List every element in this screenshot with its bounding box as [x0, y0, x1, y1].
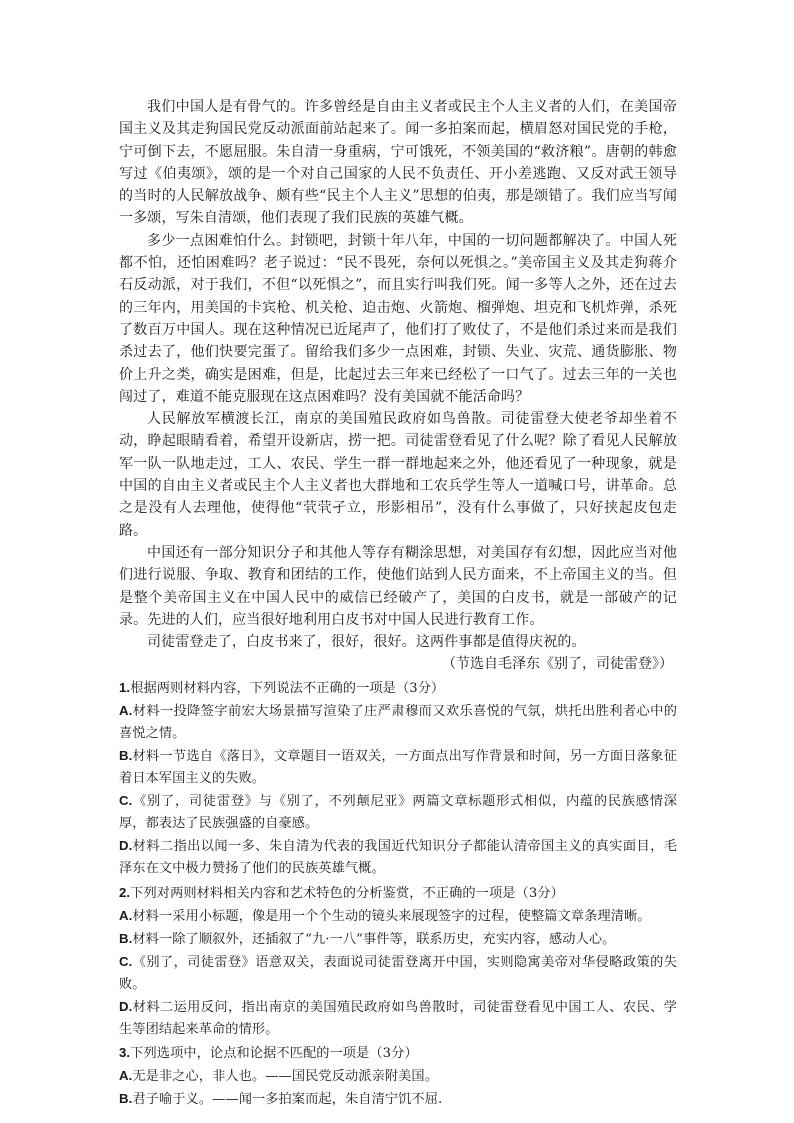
- option-text: 材料二运用反问，指出南京的美国殖民政府如鸟兽散时，司徒雷登看见中国工人、农民、学生等团结起来革命的情形。: [119, 1000, 677, 1038]
- passage-paragraph: 中国还有一部分知识分子和其他人等存有糊涂思想，对美国存有幻想，因此应当对他们进行说服、争取、教育和团结的工作，使他们站到人民方面来，不上帝国主义的当。但是整个美帝国主义在中国人民中的威信已经破产了，美国的白皮书，就是一部破产的记录。先进的人们，应当很好地利用白皮书对中国人民进行教育工作。: [119, 544, 677, 628]
- question-number: 3.: [119, 1045, 131, 1061]
- question-text: 根据两则材料内容，下列说法不正确的一项是（3分）: [130, 680, 445, 696]
- option-label: D.: [119, 999, 133, 1015]
- passage-paragraph: 多少一点困难怕什么。封锁吧，封锁十年八年，中国的一切问题都解决了。中国人死都不怕，还怕困难吗？老子说过：“民不畏死，奈何以死惧之。”美帝国主义及其走狗蒋介石反动派，对于我们，不但“以死惧之”，而且实行叫我们死。闻一多等人之外，还在过去的三年内，用美国的卡宾枪、机关枪、迫击炮、火箭炮、榴弹炮、坦克和飞机炸弹，杀死了数百万中国人。现在这种情况已近尾声了，他们打了败仗了，不是他们杀过来而是我们杀过去了，他们快要完蛋了。留给我们多少一点困难，封锁、失业、灾荒、通货膨胀、物价上升之类，确实是困难，但是，比起过去三年来已经松了一口气了。过去三年的一关也闯过了，难道不能克服现在这点困难吗？没有美国就不能活命吗？: [119, 232, 677, 405]
- question-3: [119, 1042, 677, 1111]
- option-a: [119, 1065, 677, 1088]
- option-text: 材料一除了顺叙外，还插叙了“九·一八”事件等，联系历史，充实内容，感动人心。: [132, 931, 616, 947]
- option-text: 材料一采用小标题，像是用一个个生动的镜头来展现签字的过程，使整篇文章条理清晰。: [132, 908, 651, 924]
- option-label: B.: [119, 1091, 133, 1107]
- question-number: 1.: [119, 679, 131, 695]
- question-stem: [119, 1042, 677, 1065]
- option-text: 无是非之心，非人也。——国民党反动派亲附美国。: [132, 1069, 439, 1085]
- option-b: [119, 1088, 677, 1111]
- option-text: 《别了，司徒雷登》与《别了，不列颠尼亚》两篇文章标题形式相似，内蕴的民族感情深厚，都表达了民族强盛的自豪感。: [119, 794, 677, 832]
- option-c: [119, 790, 677, 835]
- option-text: 君子喻于义。——闻一多拍案而起，朱自清宁饥不屈.: [132, 1092, 443, 1108]
- option-text: 材料一节选自《落日》，文章题目一语双关，一方面点出写作背景和时间，另一方面日落象征着日本军国主义的失败。: [119, 749, 677, 787]
- question-text: 下列对两则材料相关内容和艺术特色的分析鉴赏，不正确的一项是（3分）: [130, 885, 564, 901]
- option-label: C.: [119, 793, 133, 809]
- option-a: [119, 700, 677, 745]
- option-a: [119, 905, 677, 928]
- option-b: [119, 745, 677, 790]
- passage-source: （节选自毛泽东《别了，司徒雷登》）: [442, 656, 673, 673]
- option-text: 材料一投降签字前宏大场景描写渲染了庄严肃穆而又欢乐喜悦的气氛，烘托出胜利者心中的喜悦之情。: [119, 703, 677, 741]
- option-label: A.: [119, 1068, 133, 1084]
- question-stem: [119, 882, 677, 905]
- option-label: B.: [119, 748, 133, 763]
- option-text: 《别了，司徒雷登》语意双关，表面说司徒雷登离开中国，实则隐寓美帝对华侵略政策的失败。: [119, 954, 677, 992]
- option-text: 材料二指出以闻一多、朱自清为代表的我国近代知识分子都能认清帝国主义的真实面目，毛泽东在文中极力赞扬了他们的民族英雄气概。: [119, 839, 677, 877]
- question-stem: [119, 677, 677, 700]
- option-label: A.: [119, 907, 133, 923]
- option-d: [119, 835, 677, 880]
- question-2: [119, 882, 677, 1042]
- question-number: 2.: [119, 884, 131, 900]
- passage-paragraph: 我们中国人是有骨气的。许多曾经是自由主义者或民主个人主义者的人们，在美国帝国主义及其走狗国民党反动派面前站起来了。闻一多拍案而起，横眉怒对国民党的手枪，宁可倒下去，不愿屈服。朱自清一身重病，宁可饿死，不领美国的“救济粮”。唐朝的韩愈写过《伯夷颂》，颂的是一个对自己国家的人民不负责任、开小差逃跑、又反对武王领导的当时的人民解放战争、颇有些“民主个人主义”思想的伯夷，那是颂错了。我们应当写闻一多颂，写朱自清颂，他们表现了我们民族的英雄气概。: [119, 99, 677, 227]
- option-d: [119, 996, 677, 1041]
- question-1: [119, 677, 677, 881]
- passage-paragraph: 人民解放军横渡长江，南京的美国殖民政府如鸟兽散。司徒雷登大使老爷却坐着不动，睁起眼睛看着，希望开设新店，捞一把。司徒雷登看见了什么呢？除了看见人民解放军一队一队地走过，工人、农民、学生一群一群地起来之外，他还看见了一种现象，就是中国的自由主义者或民主个人主义者也大群地和工农兵学生等人一道喊口号，讲革命。总之是没有人去理他，使得他“茕茕孑立，形影相吊”，没有什么事做了，只好挟起皮包走路。: [119, 411, 677, 539]
- option-label: C.: [119, 953, 133, 969]
- option-c: [119, 951, 677, 996]
- option-label: A.: [119, 702, 133, 718]
- option-b: [119, 928, 677, 951]
- passage: [119, 96, 677, 676]
- passage-paragraph: 司徒雷登走了，白皮书来了，很好，很好。这两件事都是值得庆祝的。: [147, 634, 586, 651]
- question-text: 下列选项中，论点和论据不匹配的一项是（3分）: [130, 1046, 418, 1062]
- option-label: D.: [119, 838, 133, 854]
- option-label: B.: [119, 930, 133, 946]
- document-page: [119, 96, 677, 1112]
